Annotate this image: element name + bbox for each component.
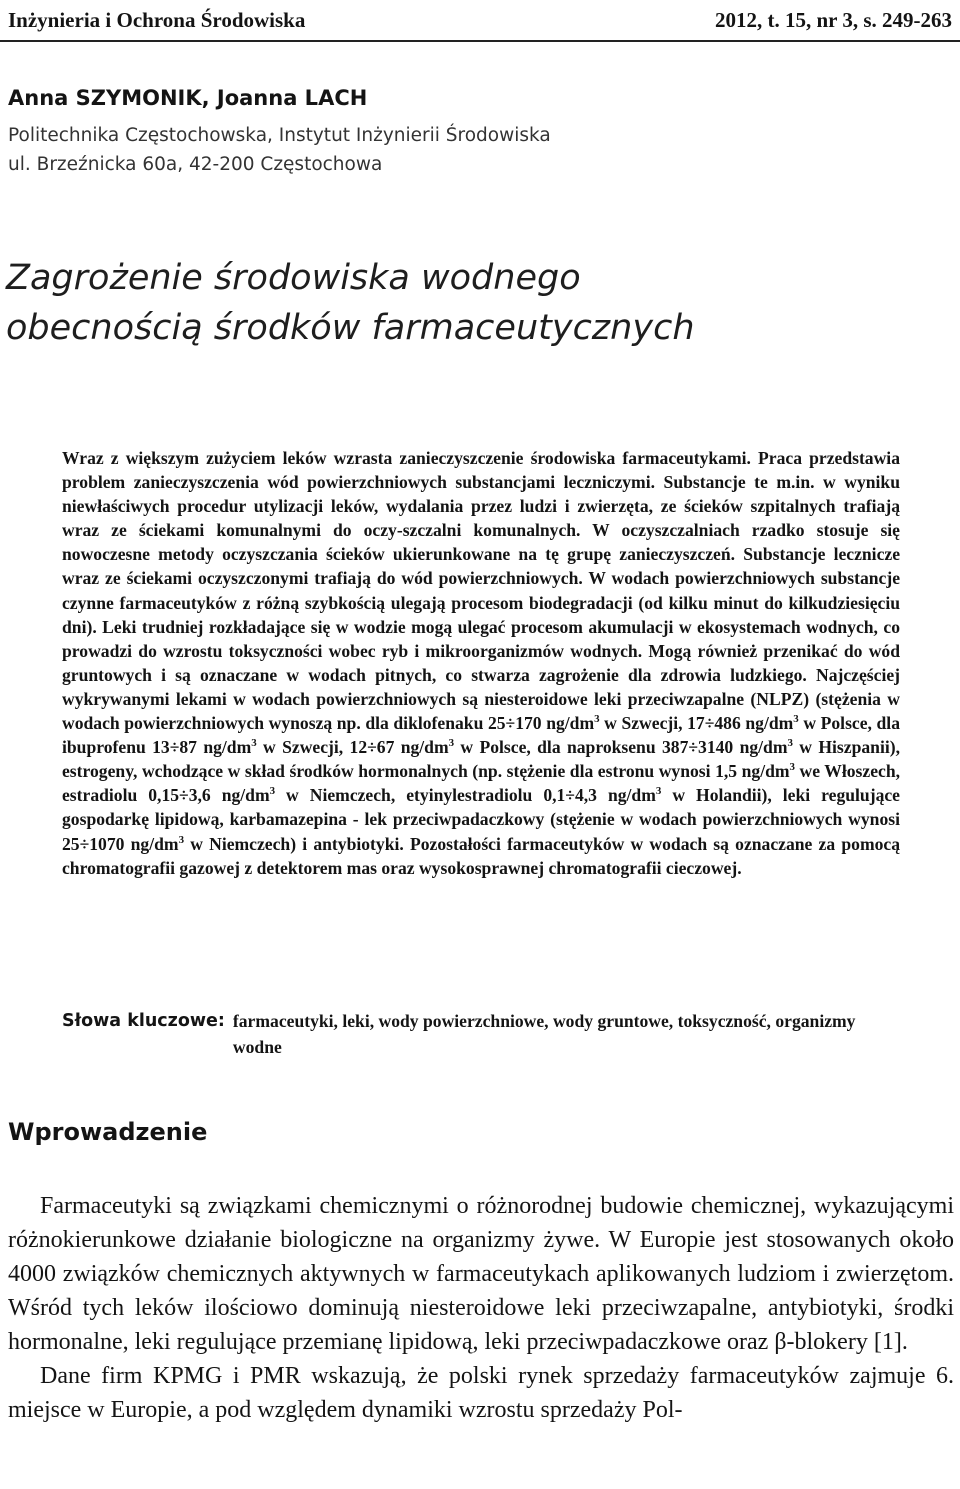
intro-paragraph-1: Farmaceutyki są związkami chemicznymi o różnorodnej budowie chemicznej, wykazującymi różnokierunkowe działanie biologiczne na organizmy żywe. W Europie jest stosowanych około 4000 związków chemicznych aktywnych w farmaceutykach aplikowanych ludziom i zwierzętom. Wśród tych leków ilościowo dominują niesteroidowe leki przeciwzapalne, antybiotyki, środki hormonalne, leki regulujące przemianę lipidową, leki przeciwpadaczkowe oraz β-blokery [1].: [8, 1193, 954, 1355]
affiliation: [8, 121, 551, 179]
keywords: [62, 1008, 902, 1060]
abstract: Wraz z większym zużyciem leków wzrasta zanieczyszczenie środowiska farmaceutykami. Praca przedstawia problem zanieczyszczenia wód powierzchniowych substancjami leczniczymi. Substancje te m.in. w wyniku niewłaściwych procedur utylizacji leków, wydalania przez ludzi i zwierzęta, ze ścieków szpitalnych trafiają wraz ze ściekami komunalnymi do oczy-szczalni komunalnych. W oczyszczalniach rzadko stosuje się nowoczesne metody oczyszczania ścieków ukierunkowane na tę grupę zanieczyszczeń. Substancje lecznicze wraz ze ściekami oczyszczonymi trafiają do wód powierzchniowych. W wodach powierzchniowych substancje czynne farmaceutyków z różną szybkością ulegają procesom biodegradacji (od kilku minut do kilkudziesięciu dni). Leki trudniej rozkładające się w wodzie mogą ulegać procesom akumulacji w ekosystemach wodnych, co prowadzi do wzrostu toksyczności wobec ryb i mikroorganizmów wodnych. Mogą również przenikać do wód gruntowych i są oznaczane w wodach pitnych, co stwarza zagrożenie dla zdrowia ludzkiego. Najczęściej wykrywanymi lekami w wodach powierzchniowych są niesteroidowe leki przeciwzapalne (NLPZ) (stężenia w wodach powierzchniowych wynoszą np. dla diklofenaku 25÷170 $ng/dm^3$ w Szwecji, 17÷486 $ng/dm^3$ w Polsce, dla ibuprofenu 13÷87 $ng/dm^3$ w Szwecji, 12÷67 $ng/dm^3$ w Polsce, dla naproksenu 387÷3140 $ng/dm^3$ w Hiszpanii), estrogeny, wchodzące w skład środków hormonalnych (np. stężenie dla estronu wynosi 1,5 $ng/dm^3$ we Włoszech, estradiolu 0,15÷3,6 $ng/dm^3$ w Niemczech, etyinylestradiolu 0,1÷4,3 $ng/dm^3$ w Holandii), leki regulujące gospodarkę lipidową, karbamazepina - lek przeciwpadaczkowy (stężenie w wodach powierzchniowych wynosi 25÷1070 $ng/dm^3$ w Niemczech) i antybiotyki. Pozostałości farmaceutyków w wodach są oznaczane za pomocą chromatografii gazowej z detektorem mas oraz wysokosprawnej chromatografii cieczowej.: [62, 448, 900, 878]
affiliation-line-2: ul. Brzeźnicka 60a, 42-200 Częstochowa: [8, 154, 383, 175]
intro-body: [8, 1189, 954, 1427]
section-heading: Wprowadzenie: [8, 1118, 208, 1146]
title-line-2: obecnością środków farmaceutycznych: [6, 308, 695, 348]
running-header: [8, 4, 952, 36]
header-divider: [0, 40, 960, 42]
intro-paragraph-2: Dane firm KPMG i PMR wskazują, że polski rynek sprzedaży farmaceutyków zajmuje 6. miejsce w Europie, a pod względem dynamiki wzrostu sprzedaży Pol-: [8, 1363, 954, 1423]
paper-title: [6, 253, 695, 353]
keywords-label: Słowa kluczowe:: [62, 1011, 225, 1031]
issue-info: 2012, t. 15, nr 3, s. 249-263: [714, 7, 952, 32]
journal-name: Inżynieria i Ochrona Środowiska: [8, 7, 306, 32]
title-line-1: Zagrożenie środowiska wodnego: [6, 258, 581, 298]
keywords-text: farmaceutyki, leki, wody powierzchniowe, wody gruntowe, toksyczność, organizmy wodne: [232, 1011, 856, 1057]
authors: Anna SZYMONIK, Joanna LACH: [8, 86, 368, 110]
affiliation-line-1: Politechnika Częstochowska, Instytut Inżynierii Środowiska: [8, 125, 551, 146]
